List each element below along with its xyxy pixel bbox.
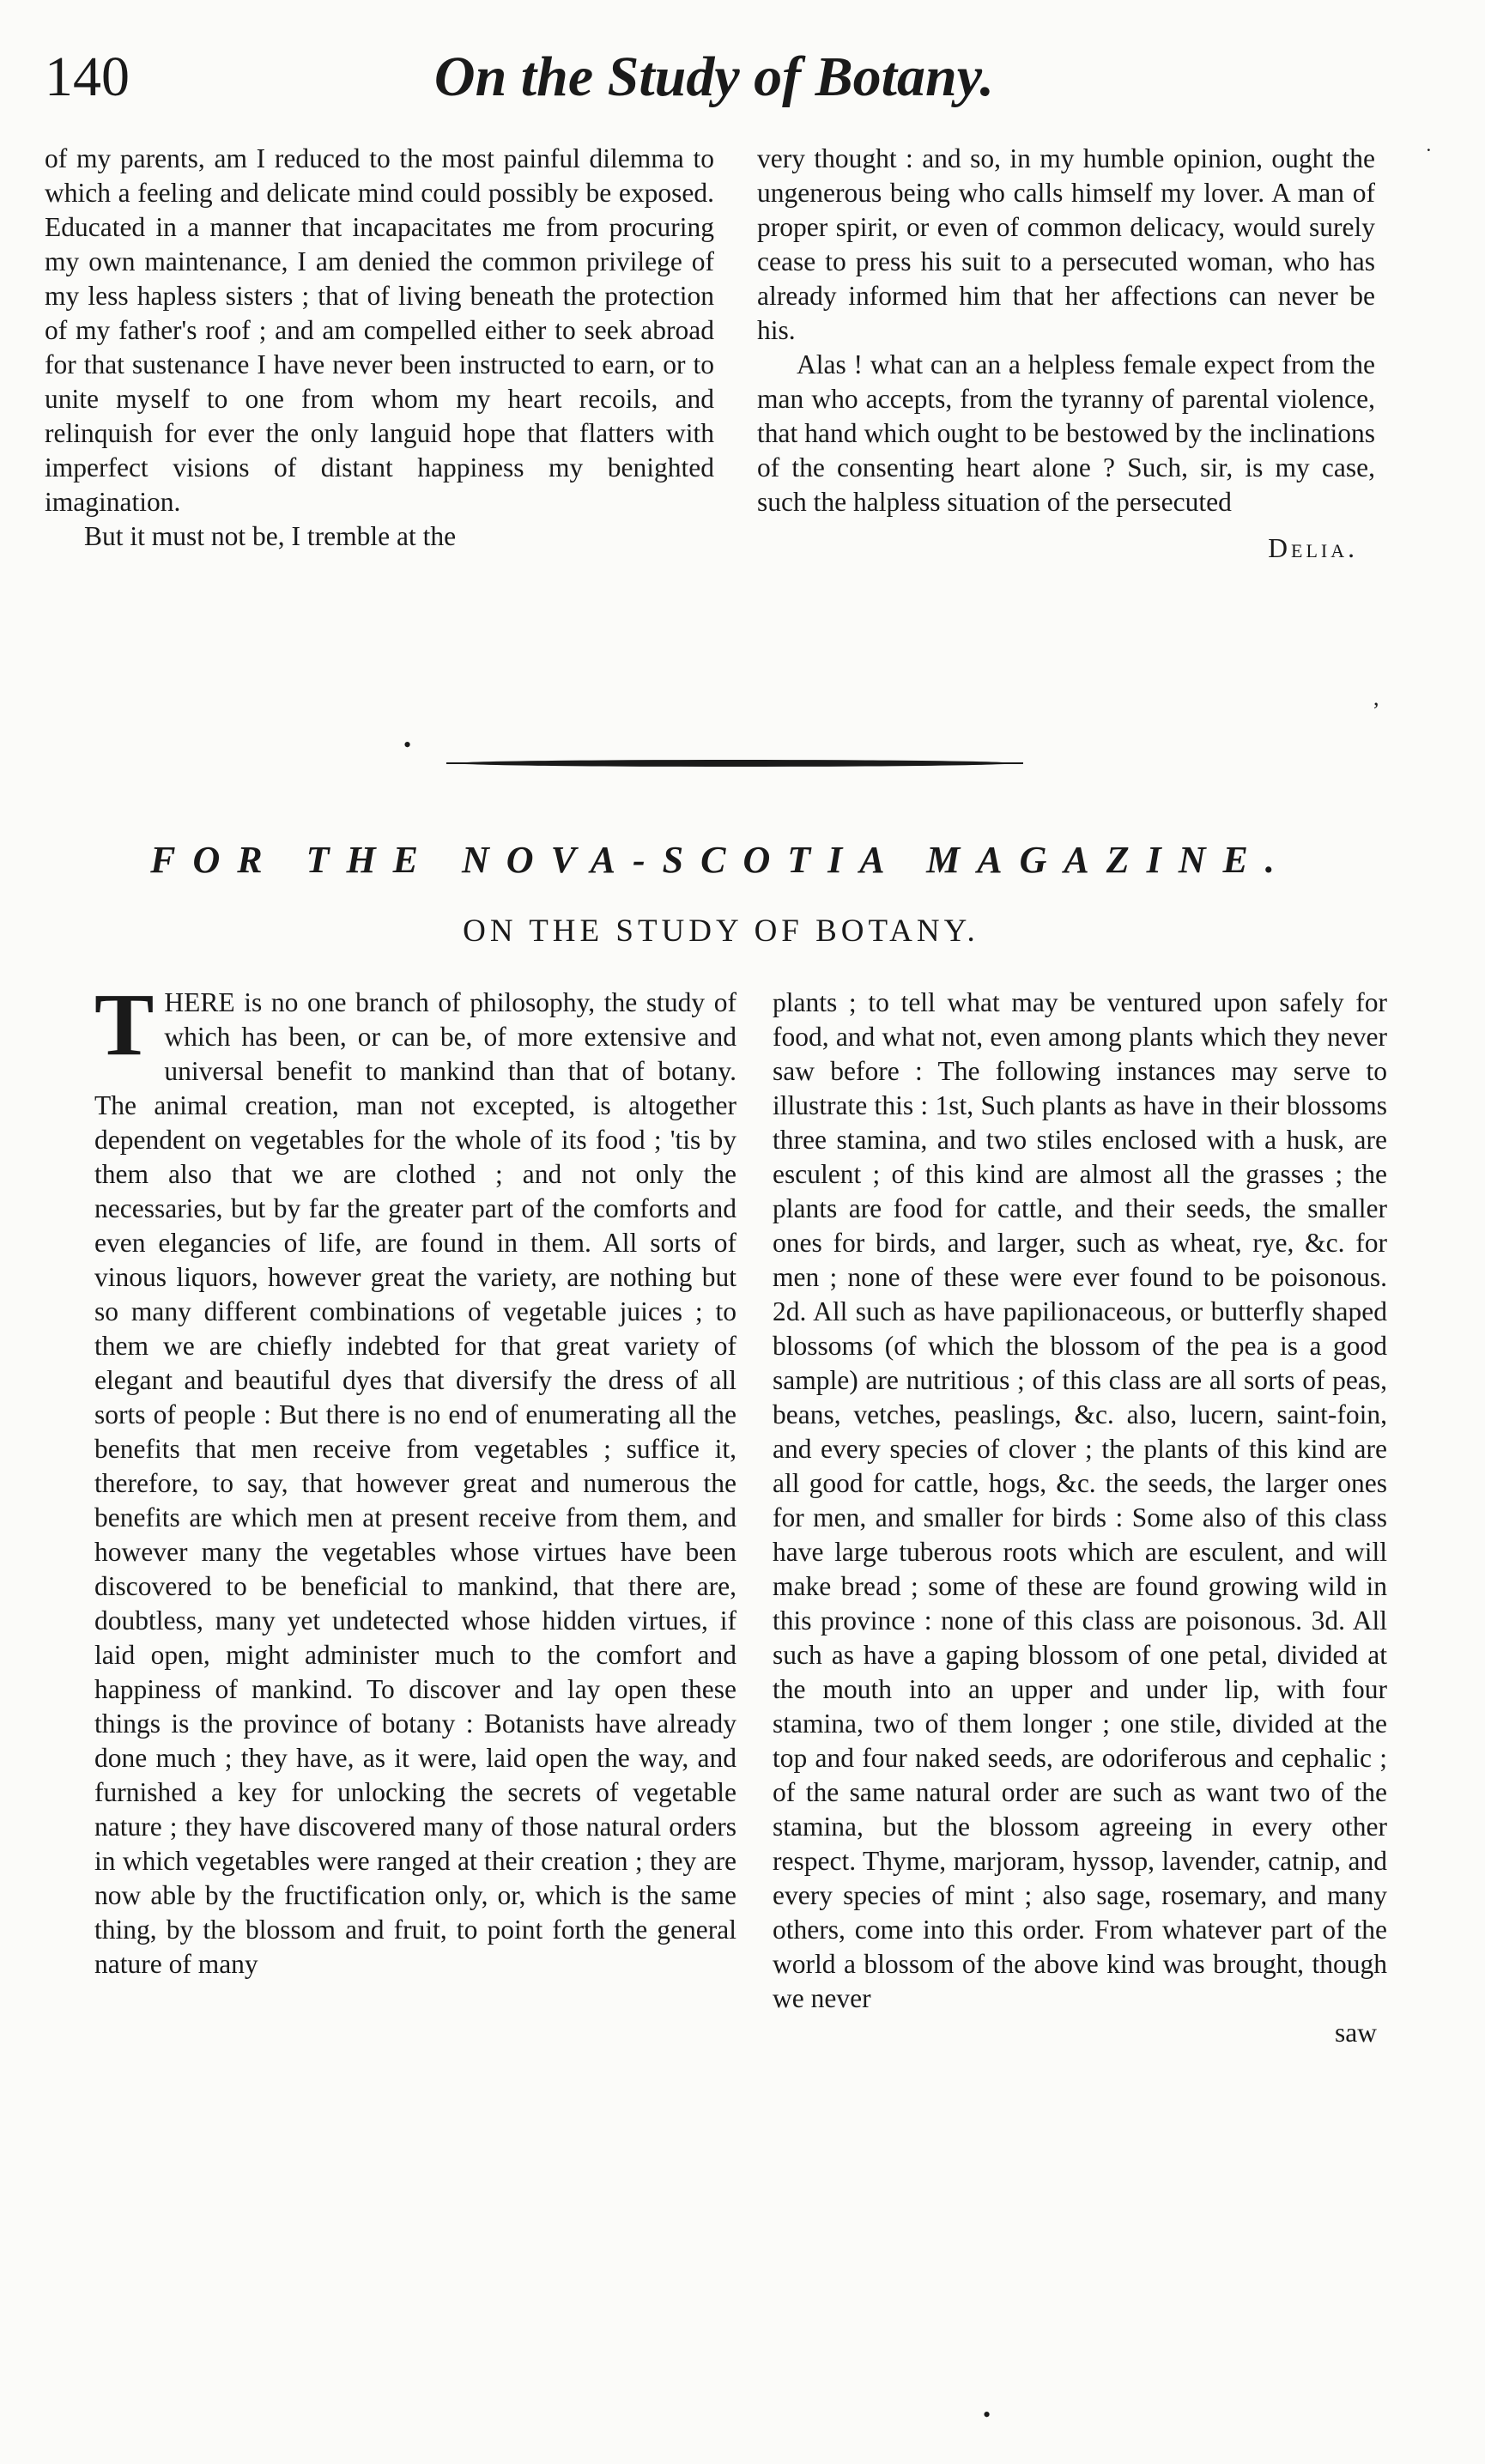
running-header — [45, 43, 1384, 120]
letter-left-column — [45, 142, 714, 554]
letter-right-column — [757, 142, 1375, 566]
letter-paragraph: very thought : and so, in my humble opinion, ought the ungenerous being who calls himself my lover. A man of proper spirit, or even of common delicacy, would surely cease to press his suit to a persecuted woman, who has already informed him that her affections can never be his. — [757, 143, 1375, 345]
article-lead-text: HERE is no one branch of philosophy, the study of which has been, or can be, of more extensive and universal benefit to mankind than that of botany. The animal creation, man not excepted, is altogether dependent on vegetables for the whole of its food ; 'tis by them also that we are clothed ; and not only the necessaries, but by far the greater part of the comforts and even elegancies of life, are found in them. All sorts of vinous liquors, however great the variety, are nothing but so many different combinations of vegetable juices ; to them we are chiefly indebted for that great variety of elegant and beautiful dyes that diversify the dress of all sorts of people : But there is no end of enumerating all the benefits that men receive from vegetables ; suffice it, therefore, to say, that however great and numerous the benefits are which men at present receive from them, and however many the vegetables whose virtues have been discovered to be beneficial to mankind, that there are, doubtless, many yet undetected whose hidden virtues, if laid open, might administer much to the comfort and happiness of mankind. To discover and lay open these things is the province of botany : Botanists have already done much ; they have, as it were, laid open the way, and furnished a key for unlocking the secrets of vegetable nature ; they have discovered many of those natural orders in which vegetables were ranged at their creation ; they are now able by the fructification only, or, which is the same thing, by the blossom and fruit, to point forth the general nature of many — [94, 987, 736, 1979]
article-right-column — [773, 986, 1387, 2050]
section-divider — [457, 757, 1013, 769]
divider-swell — [457, 760, 1013, 767]
running-title: On the Study of Botany. — [433, 46, 995, 108]
drop-cap: T — [94, 975, 155, 1074]
letter-signature: Delia. — [1268, 533, 1358, 563]
section-heading: FOR THE NOVA-SCOTIA MAGAZINE. — [150, 839, 1292, 881]
article-paragraph — [94, 975, 736, 1982]
article-paragraph: plants ; to tell what may be ventured upon safely for food, and what not, even among plants which they never saw before : The following instances may serve to illustrate this : 1st, Such plants as have in their blossoms three stamina, and two stiles enclosed with a husk, are esculent ; of this kind are almost all the grasses ; the plants are food for cattle, and their seeds, the smaller ones for birds, and larger, such as wheat, rye, &c. for men ; none of these were ever found to be poisonous. 2d. All such as have papilionaceous, or butterfly shaped blossoms (of which the blossom of the pea is a good sample) are nutritious ; of this class are all sorts of peas, beans, vetches, peaslings, &c. also, lucern, saint-foin, and every species of clover ; the plants of this kind are all good for cattle, hogs, &c. the seeds, the larger ones for men, and smaller for birds : Some also of this class have large tuberous roots which are esculent, and will make bread ; some of these are found growing wild in this province : none of this class are poisonous. 3d. All such as have a gaping blossom of one petal, divided at the mouth into an upper and under lip, with four stamina, two of them longer ; one stile, divided at the top and four naked seeds, are odoriferous and cephalic ; of the same natural order are such as want two of the stamina, but the blossom agreeing in every other respect. Thyme, marjoram, hyssop, lavender, catnip, and every species of mint ; also sage, rosemary, and many others, come into this order. From whatever part of the world a blossom of the above kind was brought, though we never — [773, 987, 1387, 2013]
ink-speck: • — [983, 2402, 991, 2427]
catchword: saw — [1335, 2018, 1377, 2048]
letter-paragraph: But it must not be, I tremble at the — [84, 521, 457, 551]
letter-paragraph: Alas ! what can an a helpless female expect from the man who accepts, from the tyranny of parental violence, that hand which ought to be bestowed by the inclinations of the consenting heart alone ? Such, sir, is my case, such the halpless situation of the persecuted — [757, 349, 1375, 517]
letter-paragraph: of my parents, am I reduced to the most painful dilemma to which a feeling and delicate mind could possibly be exposed. Educated in a manner that incapacitates me from procuring my own maintenance, I am denied the common privilege of my less hapless sisters ; that of living beneath the protection of my father's roof ; and am compelled either to seek abroad for that sustenance I have never been instructed to earn, or to unite myself to one from whom my heart recoils, and relinquish for ever the only languid hope that flatters with imperfect visions of distant happiness my benighted imagination. — [45, 143, 714, 517]
ink-speck: , — [1373, 685, 1379, 710]
page-number: 140 — [45, 46, 130, 108]
ink-speck: ˙ — [1425, 144, 1433, 169]
article-left-column — [94, 975, 736, 1982]
ink-speck: • — [403, 732, 412, 757]
article-title: ON THE STUDY OF BOTANY. — [463, 913, 979, 949]
